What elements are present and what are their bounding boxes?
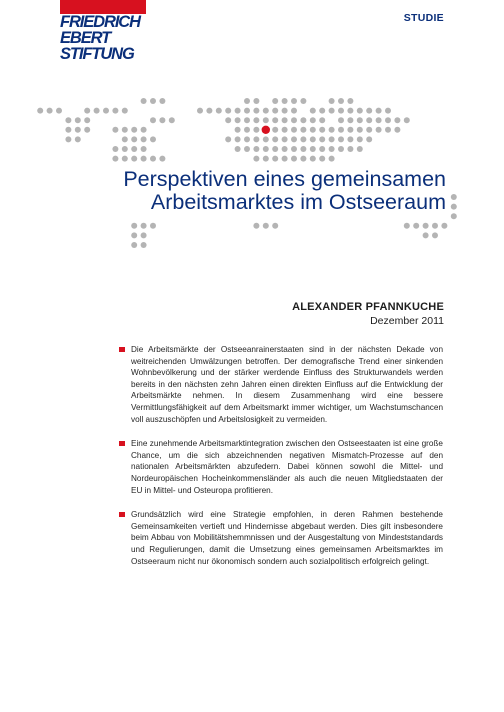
map-dot xyxy=(310,117,316,123)
map-dot xyxy=(253,136,259,142)
map-dot xyxy=(235,127,241,133)
map-dot xyxy=(131,127,137,133)
map-dot xyxy=(141,156,147,162)
map-dot xyxy=(272,108,278,114)
map-dot xyxy=(338,98,344,104)
map-dot xyxy=(319,156,325,162)
map-dot xyxy=(112,156,118,162)
map-dot xyxy=(394,117,400,123)
map-dot xyxy=(75,117,81,123)
map-dot xyxy=(263,108,269,114)
map-dot xyxy=(112,108,118,114)
summary-bullet xyxy=(131,438,443,496)
map-dot xyxy=(291,117,297,123)
map-dot xyxy=(141,146,147,152)
map-dot xyxy=(131,242,137,248)
map-dot xyxy=(310,156,316,162)
map-dot xyxy=(141,223,147,229)
map-dot xyxy=(282,156,288,162)
map-dot xyxy=(366,108,372,114)
map-dot xyxy=(329,127,335,133)
map-dot xyxy=(423,232,429,238)
map-dot xyxy=(150,98,156,104)
map-dot xyxy=(141,136,147,142)
logo-line-3: STIFTUNG xyxy=(60,45,134,63)
map-dot xyxy=(347,108,353,114)
map-dot xyxy=(385,117,391,123)
summary-bullet xyxy=(131,509,443,567)
map-dot xyxy=(263,136,269,142)
map-dot xyxy=(131,232,137,238)
map-dot xyxy=(159,156,165,162)
author-name: ALEXANDER PFANNKUCHE xyxy=(292,301,444,313)
map-dot xyxy=(103,108,109,114)
map-dot xyxy=(272,156,278,162)
map-dot xyxy=(244,136,250,142)
map-dot xyxy=(357,108,363,114)
map-dot xyxy=(253,156,259,162)
map-dot xyxy=(235,108,241,114)
map-dot xyxy=(272,136,278,142)
map-dot xyxy=(357,117,363,123)
map-dot xyxy=(451,194,457,200)
map-dot xyxy=(347,98,353,104)
map-dot xyxy=(338,127,344,133)
map-dot xyxy=(235,117,241,123)
map-dot xyxy=(357,146,363,152)
map-dot xyxy=(451,204,457,210)
bullet-text: Grundsätzlich wird eine Strategie empfohlen, in deren Rahmen bestehende Gemeinsamkeiten vertieft und Hindernisse abgebaut werden. Dies gilt insbesondere beim Abbau von Mobilitätshemmnissen und der Ausgestaltung von Mindeststandards und Regulierungen, damit die Umsetzung eines gemeinsamen Arbeitsmarktes im Ostseeraum nicht nur ökonomisch sondern auch sozialpolitisch erfolgreich gelingt. xyxy=(131,510,443,566)
map-dot xyxy=(404,117,410,123)
map-dot xyxy=(310,136,316,142)
map-dot xyxy=(385,108,391,114)
map-dot xyxy=(253,127,259,133)
map-dot xyxy=(300,127,306,133)
title-line-1: Perspektiven eines gemeinsamen xyxy=(123,167,446,191)
map-dot xyxy=(282,136,288,142)
map-dot xyxy=(235,146,241,152)
map-dot xyxy=(272,146,278,152)
map-dot xyxy=(112,146,118,152)
map-dot xyxy=(432,223,438,229)
map-dot xyxy=(159,98,165,104)
map-dot xyxy=(75,127,81,133)
map-dot xyxy=(338,146,344,152)
map-dot xyxy=(310,108,316,114)
map-dot xyxy=(441,223,447,229)
map-dot xyxy=(385,127,391,133)
map-dot xyxy=(197,108,203,114)
map-dot xyxy=(282,146,288,152)
summary-bullet xyxy=(131,344,443,425)
map-dot xyxy=(282,117,288,123)
map-dot xyxy=(84,117,90,123)
map-dot xyxy=(357,127,363,133)
map-dot xyxy=(347,127,353,133)
map-dot xyxy=(131,223,137,229)
map-dot xyxy=(366,117,372,123)
summary-bullet-list xyxy=(131,344,443,580)
map-dot xyxy=(338,108,344,114)
map-dot xyxy=(131,136,137,142)
bullet-text: Die Arbeitsmärkte der Ostseeanrainerstaaten sind in der nächsten Dekade von weitreichenden Umwälzungen betroffen. Der demografische Trend einer sinkenden Wohnbevölkerung und der stärker werdende Einfluss des Strukturwandels werden bereits in den nächsten zehn Jahren einen direkten Einfluss auf die Entwicklung der Arbeitsmärkte nehmen. In diesem Zusammenhang wird eine bessere Vermittlungsfähigkeit auf dem Arbeitsmarkt immer wichtiger, um Wachstumschancen voll auszuschöpfen und Arbeitslosigkeit zu vermeiden. xyxy=(131,345,443,424)
map-dot xyxy=(263,223,269,229)
map-dot xyxy=(300,146,306,152)
map-dot xyxy=(319,117,325,123)
map-dot xyxy=(310,127,316,133)
map-dot xyxy=(376,127,382,133)
map-dot xyxy=(225,136,231,142)
map-dot xyxy=(253,98,259,104)
map-dot xyxy=(150,117,156,123)
map-dot xyxy=(338,136,344,142)
map-dot xyxy=(244,146,250,152)
map-dot xyxy=(56,108,62,114)
map-dot xyxy=(122,146,128,152)
map-dot xyxy=(329,108,335,114)
map-dot xyxy=(291,156,297,162)
map-dot xyxy=(84,127,90,133)
map-dot xyxy=(169,117,175,123)
map-dot xyxy=(366,127,372,133)
map-dot xyxy=(131,146,137,152)
map-dot xyxy=(122,108,128,114)
map-dot xyxy=(291,98,297,104)
map-dot xyxy=(65,127,71,133)
map-dot xyxy=(394,127,400,133)
map-dot xyxy=(282,127,288,133)
doc-type-label: STUDIE xyxy=(403,12,444,24)
map-dot xyxy=(47,108,53,114)
map-dot xyxy=(235,136,241,142)
map-dot xyxy=(253,146,259,152)
map-dot xyxy=(451,213,457,219)
map-dot xyxy=(319,127,325,133)
map-dot xyxy=(347,117,353,123)
logo-line-2: EBERT xyxy=(60,29,111,47)
map-dot xyxy=(432,232,438,238)
map-dot xyxy=(338,117,344,123)
map-dot xyxy=(300,156,306,162)
red-square-bullet-icon xyxy=(119,347,125,353)
map-dot xyxy=(244,127,250,133)
page-title xyxy=(100,168,446,214)
map-dot xyxy=(300,98,306,104)
map-dot xyxy=(272,127,278,133)
map-dot xyxy=(253,223,259,229)
map-dot xyxy=(263,146,269,152)
map-dot xyxy=(272,223,278,229)
map-dot xyxy=(347,136,353,142)
map-dot xyxy=(263,156,269,162)
map-dot xyxy=(253,117,259,123)
map-dot xyxy=(216,108,222,114)
map-dot xyxy=(282,108,288,114)
map-dot xyxy=(319,108,325,114)
logo-line-1: FRIEDRICH xyxy=(60,13,140,31)
map-dot xyxy=(310,146,316,152)
map-dot xyxy=(122,156,128,162)
map-dot xyxy=(65,117,71,123)
map-dot xyxy=(376,108,382,114)
map-dot xyxy=(94,108,100,114)
map-dot xyxy=(272,98,278,104)
map-dot xyxy=(404,223,410,229)
map-dot xyxy=(357,136,363,142)
map-dot xyxy=(84,108,90,114)
map-dot xyxy=(329,136,335,142)
map-dot xyxy=(329,146,335,152)
map-dot xyxy=(37,108,43,114)
map-dot xyxy=(291,146,297,152)
map-dot xyxy=(112,127,118,133)
map-dot xyxy=(131,156,137,162)
map-dot xyxy=(122,127,128,133)
map-dot xyxy=(244,108,250,114)
map-dot xyxy=(347,146,353,152)
map-dot xyxy=(150,136,156,142)
map-dot xyxy=(225,108,231,114)
map-dot xyxy=(253,108,259,114)
map-dot xyxy=(244,117,250,123)
map-dot xyxy=(376,117,382,123)
map-dot xyxy=(300,117,306,123)
title-line-2: Arbeitsmarktes im Ostseeraum xyxy=(150,190,446,214)
map-dot xyxy=(291,136,297,142)
map-dot xyxy=(272,117,278,123)
map-dot xyxy=(225,117,231,123)
map-dot xyxy=(65,136,71,142)
map-dot xyxy=(159,117,165,123)
map-dot xyxy=(263,117,269,123)
map-dot xyxy=(423,223,429,229)
map-dot xyxy=(141,232,147,238)
publication-date: Dezember 2011 xyxy=(370,315,444,327)
map-dot xyxy=(75,136,81,142)
bullet-text: Eine zunehmende Arbeitsmarktintegration zwischen den Ostseestaaten ist eine große Chance, um die sich abzeichnenden negativen Mismatch-Prozesse auf den nationalen Arbeitsmärkten abzufedern. Dabei können sowohl die Mittel- und Nordeuropäischen Hocheinkommensländer als auch die neuen Mitgliedstaaten der EU in Mittel- und Osteuropa profitieren. xyxy=(131,439,443,495)
map-dot xyxy=(319,146,325,152)
map-dot xyxy=(141,127,147,133)
map-dot xyxy=(122,136,128,142)
map-dot xyxy=(141,242,147,248)
map-dot xyxy=(150,156,156,162)
map-dot xyxy=(366,136,372,142)
map-dot xyxy=(141,98,147,104)
map-dot xyxy=(329,156,335,162)
map-dot xyxy=(300,136,306,142)
red-square-bullet-icon xyxy=(119,512,125,518)
map-dot xyxy=(319,136,325,142)
map-dot xyxy=(291,108,297,114)
map-dot xyxy=(413,223,419,229)
map-dot xyxy=(329,98,335,104)
map-highlight-dot xyxy=(262,126,270,134)
map-dot xyxy=(282,98,288,104)
map-dot xyxy=(150,223,156,229)
map-dot xyxy=(206,108,212,114)
red-square-bullet-icon xyxy=(119,441,125,447)
map-dot xyxy=(291,127,297,133)
map-dot xyxy=(244,98,250,104)
